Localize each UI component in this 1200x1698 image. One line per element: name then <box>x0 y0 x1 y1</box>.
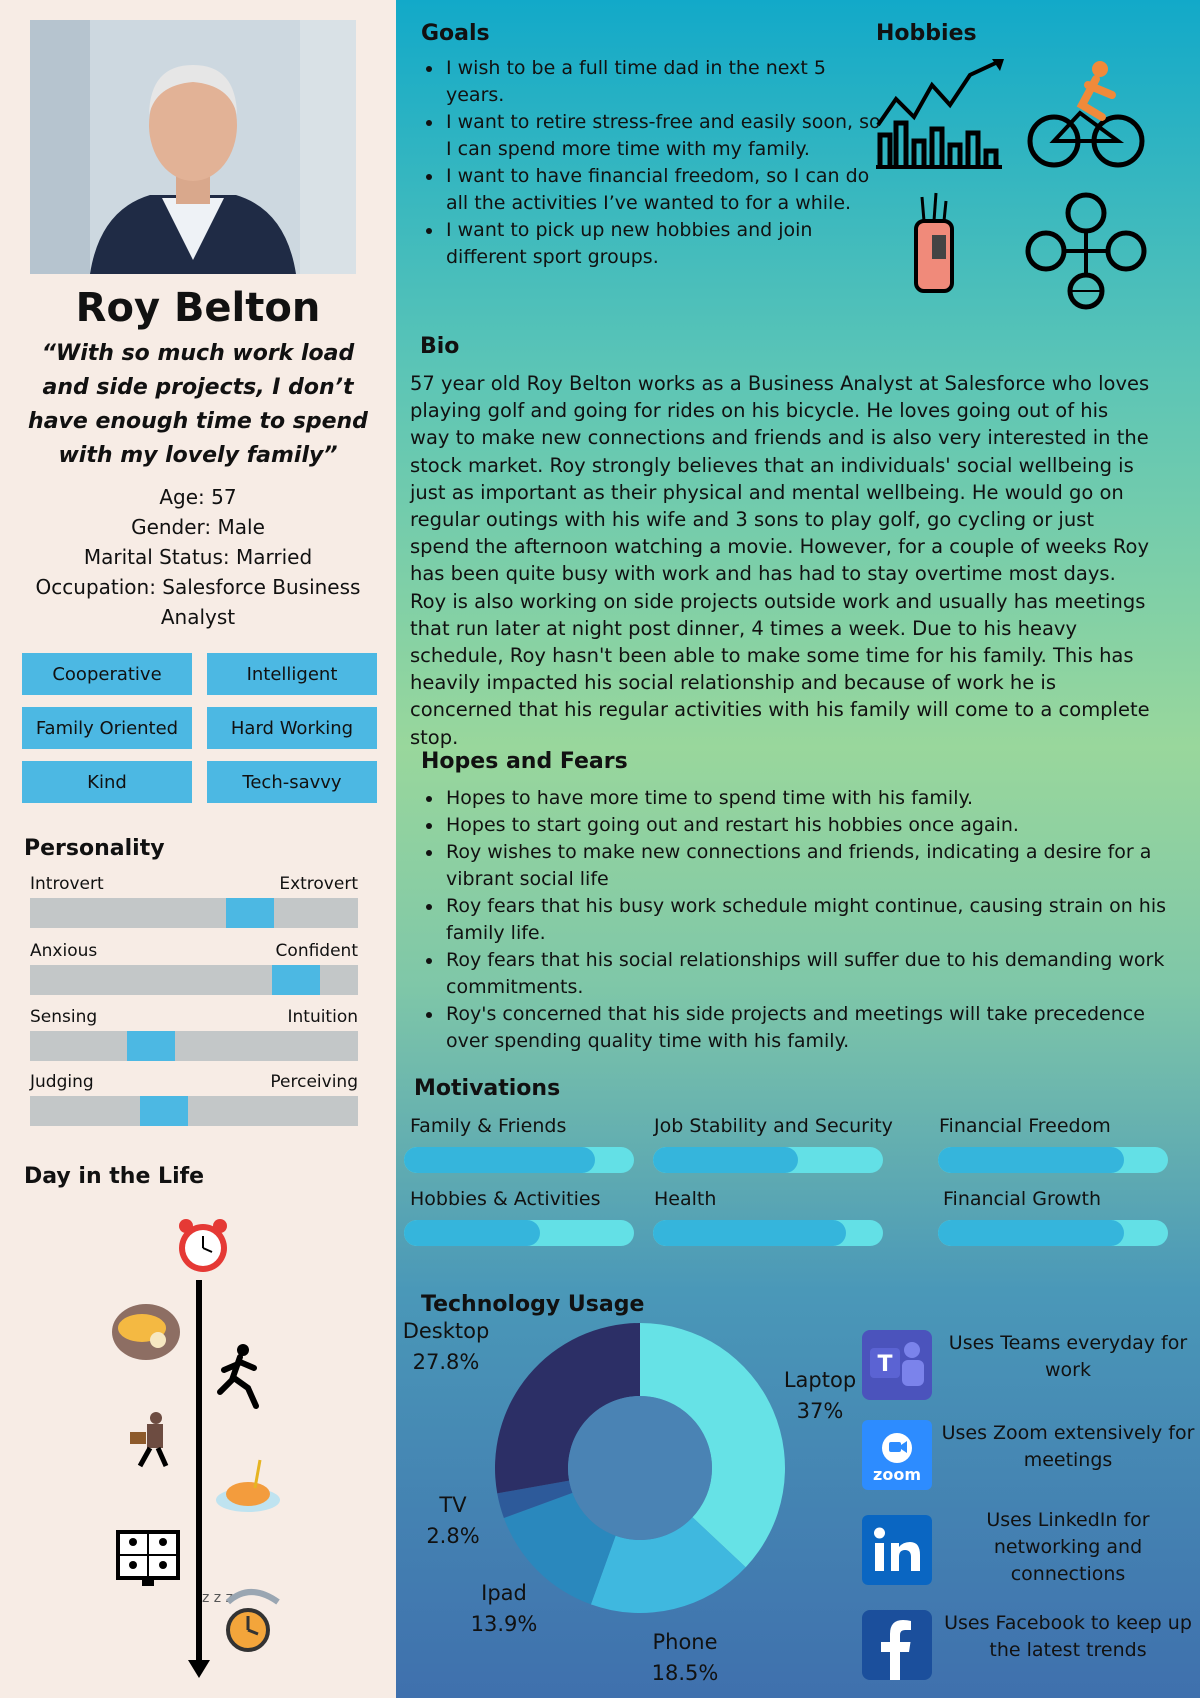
pie-category: Ipad <box>481 1581 527 1605</box>
tech-row-zoom <box>862 1420 1200 1490</box>
hobbies-icons <box>874 55 1154 315</box>
technology-donut-chart <box>490 1318 790 1618</box>
motivation-bar-fill <box>653 1220 846 1246</box>
info-gender: Gender: Male <box>131 515 265 539</box>
list-item: • I want to pick up new hobbies and join different sport groups. <box>444 217 884 271</box>
motivation-bar <box>653 1220 883 1246</box>
profile-photo <box>30 20 356 274</box>
motivation-label: Health <box>654 1188 717 1210</box>
left-sidebar <box>0 0 396 1698</box>
pie-category: Laptop <box>783 1368 857 1392</box>
pie-category: Desktop <box>402 1319 490 1343</box>
zoom-icon <box>862 1420 932 1490</box>
day-timeline <box>100 1210 300 1680</box>
hopes-fears-list <box>420 785 1184 1055</box>
day-in-life-title: Day in the Life <box>24 1164 205 1189</box>
scale-left-label: Sensing <box>30 1007 98 1027</box>
info-occupation: Occupation: Salesforce Business Analyst <box>35 575 361 629</box>
motivation-label: Financial Freedom <box>939 1115 1111 1137</box>
personality-scale <box>30 1072 358 1126</box>
list-item: • Hopes to have more time to spend time with his family. <box>444 785 1184 812</box>
technology-title: Technology Usage <box>421 1292 645 1317</box>
pie-value: 18.5% <box>651 1661 719 1685</box>
list-item: • Hopes to start going out and restart his hobbies once again. <box>444 812 1184 839</box>
persona-name: Roy Belton <box>75 285 321 331</box>
tech-row-teams <box>862 1330 1200 1400</box>
trait-badge: Intelligent <box>207 653 377 695</box>
motivation-label: Family & Friends <box>410 1115 567 1137</box>
trait-badge: Kind <box>22 761 192 803</box>
motivation-bar <box>938 1220 1168 1246</box>
info-age: Age: 57 <box>159 485 237 509</box>
goals-list <box>420 55 884 271</box>
scale-marker <box>226 898 274 928</box>
pie-value: 2.8% <box>426 1524 480 1548</box>
social-network-icon <box>1028 195 1144 307</box>
teams-icon <box>862 1330 932 1400</box>
motivation-bar <box>404 1147 634 1173</box>
video-meeting-icon <box>118 1532 178 1586</box>
list-item: • Roy fears that his social relationships will suffer due to his demanding work commitments. <box>444 947 1184 1001</box>
pie-label-ipad <box>464 1578 544 1640</box>
scale-right-label: Confident <box>275 941 358 961</box>
goals-title: Goals <box>421 21 490 46</box>
linkedin-icon <box>862 1515 932 1585</box>
motivation-bar <box>653 1147 883 1173</box>
motivation-bar-fill <box>653 1147 798 1173</box>
trait-badge: Hard Working <box>207 707 377 749</box>
pie-label-phone <box>640 1627 730 1689</box>
scale-track <box>30 1096 358 1126</box>
info-marital-status: Marital Status: Married <box>83 545 313 569</box>
trait-badge: Cooperative <box>22 653 192 695</box>
motivation-label: Financial Growth <box>943 1188 1102 1210</box>
running-icon <box>220 1344 256 1406</box>
stock-chart-icon <box>876 59 1004 167</box>
scale-right-label: Perceiving <box>270 1072 358 1092</box>
trait-badge: Tech-savvy <box>207 761 377 803</box>
trait-badge: Family Oriented <box>22 707 192 749</box>
scale-left-label: Judging <box>30 1072 94 1092</box>
food-icon <box>112 1304 180 1360</box>
list-item: • I want to have financial freedom, so I can do all the activities I’ve wanted to for a while. <box>444 163 884 217</box>
sleep-icon <box>202 1590 278 1650</box>
pie-label-desktop <box>396 1316 496 1378</box>
hobbies-title: Hobbies <box>876 21 977 46</box>
motivation-label: Hobbies & Activities <box>410 1188 601 1210</box>
pie-label-tv <box>418 1490 488 1552</box>
svg-text:T: T <box>877 1352 893 1377</box>
scale-marker <box>272 965 320 995</box>
donut-hole <box>568 1396 712 1540</box>
motivation-bar-fill <box>938 1220 1124 1246</box>
list-item: • I want to retire stress-free and easily soon, so I can spend more time with my family. <box>444 109 884 163</box>
motivation-bar-fill <box>404 1147 595 1173</box>
pie-category: Phone <box>652 1630 718 1654</box>
scale-track <box>30 898 358 928</box>
scale-left-label: Introvert <box>30 874 104 894</box>
scale-right-label: Extrovert <box>279 874 358 894</box>
scale-track <box>30 1031 358 1061</box>
personality-title: Personality <box>24 836 165 861</box>
tech-description: Uses LinkedIn for networking and connections <box>986 1509 1150 1585</box>
svg-text:zoom: zoom <box>873 1465 921 1484</box>
tech-description: Uses Teams everyday for work <box>948 1332 1188 1381</box>
bio-text: 57 year old Roy Belton works as a Business Analyst at Salesforce who loves playing golf and going for rides on his bicycle. He loves going out of his way to make new connections and friends and is also very interested in the stock market. Roy strongly believes that an individuals' social wellbeing is just as important as their physical and mental wellbeing. He would go on regular outings with his wife and 3 sons to play golf, go cycling or just spend the afternoon watching a movie. However, for a couple of weeks Roy has been quite busy with work and has had to stay overtime most days. Roy is also working on side projects outside work and usually has meetings that run later at night post dinner, 4 times a week. Due to his heavy schedule, Roy hasn't been able to make some time for his family. This has heavily impacted his social relationship and because of work he is concerned that his regular activities with his family will come to a complete stop. <box>410 372 1150 749</box>
pie-category: TV <box>439 1493 467 1517</box>
motivation-bar-fill <box>404 1220 540 1246</box>
list-item: • Roy's concerned that his side projects and meetings will take precedence over spending quality time with his family. <box>444 1001 1184 1055</box>
motivation-bar <box>404 1220 634 1246</box>
list-item: • I wish to be a full time dad in the next 5 years. <box>444 55 884 109</box>
tech-description: Uses Facebook to keep up the latest trends <box>944 1612 1192 1661</box>
motivation-bar-fill <box>938 1147 1124 1173</box>
persona-info <box>20 482 376 632</box>
persona-quote: “With so much work load and side projects, I don’t have enough time to spend with my lovely family” <box>28 341 368 468</box>
facebook-icon <box>862 1610 932 1680</box>
motivation-label: Job Stability and Security <box>654 1115 893 1137</box>
list-item: • Roy fears that his busy work schedule might continue, causing strain on his family life. <box>444 893 1184 947</box>
pie-label-laptop <box>778 1365 862 1427</box>
tech-description: Uses Zoom extensively for meetings <box>941 1422 1195 1471</box>
scale-right-label: Intuition <box>287 1007 358 1027</box>
personality-scale <box>30 874 358 928</box>
bio-title: Bio <box>420 334 460 359</box>
pie-value: 37% <box>796 1399 844 1423</box>
scale-marker <box>140 1096 188 1126</box>
motivations-title: Motivations <box>414 1076 561 1101</box>
svg-text:z z z: z z z <box>202 1590 233 1606</box>
pie-value: 13.9% <box>470 1612 538 1636</box>
tech-row-facebook <box>862 1610 1200 1680</box>
alarm-clock-icon <box>179 1219 227 1272</box>
cycling-icon <box>1030 61 1142 165</box>
scale-track <box>30 965 358 995</box>
dinner-icon <box>216 1460 280 1512</box>
hopes-fears-title: Hopes and Fears <box>421 749 628 774</box>
scale-left-label: Anxious <box>30 941 98 961</box>
list-item: • Roy wishes to make new connections and friends, indicating a desire for a vibrant social life <box>444 839 1184 893</box>
golf-bag-icon <box>916 193 952 291</box>
personality-scale <box>30 941 358 995</box>
tech-row-linkedin <box>862 1509 1200 1585</box>
motivation-bar <box>938 1147 1168 1173</box>
personality-scale <box>30 1007 358 1061</box>
commute-icon <box>130 1412 166 1466</box>
scale-marker <box>127 1031 175 1061</box>
pie-value: 27.8% <box>412 1350 480 1374</box>
